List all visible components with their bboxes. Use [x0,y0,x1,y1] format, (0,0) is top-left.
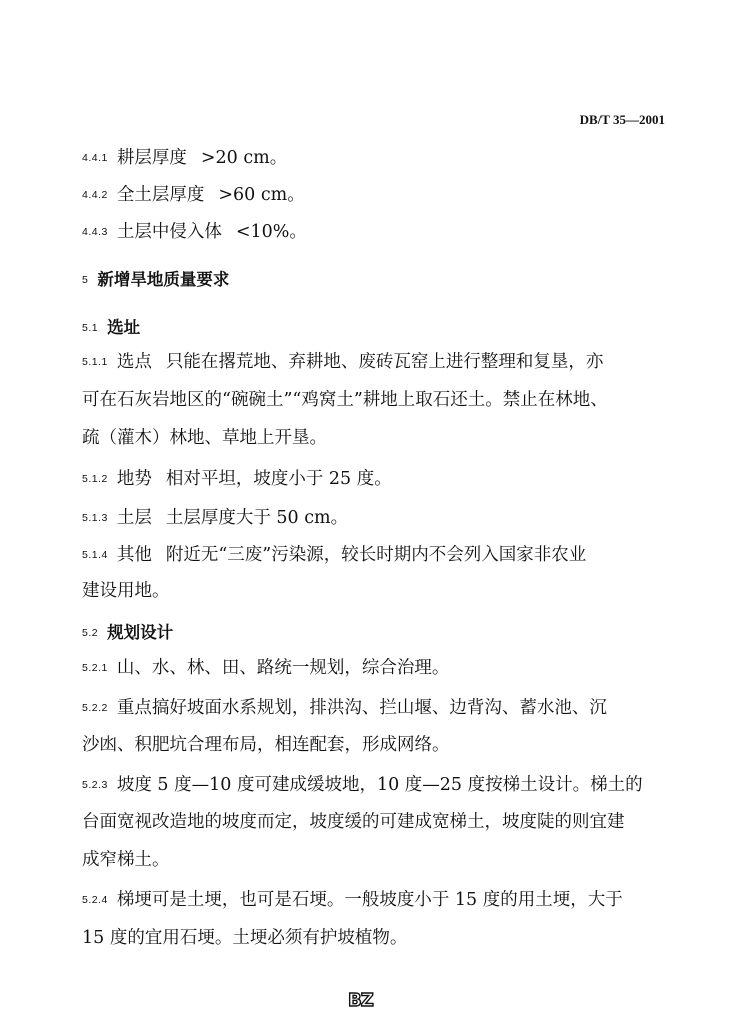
section-5-heading [82,268,229,292]
clause-5-1-3 [82,506,348,530]
clause-number: 5.1.4 [82,549,108,561]
clause-4-4-2 [82,183,305,207]
clause-5-2-2-line-2: 沙凼、积肥坑合理布局，相连配套，形成网络。 [82,735,450,755]
clause-title: 选点 [116,352,152,372]
clause-number: 5.2.1 [82,662,108,674]
document-code: DB/T 35—2001 [579,112,665,127]
clause-4-4-1 [82,146,287,170]
clause-text: 山、水、林、田、路统一规划，综合治理。 [116,658,450,678]
clause-5-1-1-line-1 [82,350,603,374]
section-number: 5.1 [82,322,99,334]
clause-number: 5.2.4 [82,894,108,906]
publisher-logo: BZ [348,990,373,1011]
clause-text: 重点搞好坡面水系规划，排洪沟、拦山堰、边背沟、蓄水池、沉 [116,698,607,718]
clause-title: 地势 [116,469,152,489]
section-number: 5 [82,274,89,286]
clause-4-4-3 [82,220,307,244]
clause-5-2-3-line-3: 成窄梯土。 [82,850,170,870]
section-5-1-heading [82,316,140,340]
clause-5-2-4-line-1 [82,888,623,912]
section-title: 新增旱地质量要求 [97,270,230,289]
clause-text: 土层厚度大于 50 cm。 [165,508,349,528]
clause-5-2-4-line-2: 15 度的宜用石埂。土埂必须有护坡植物。 [82,928,408,948]
clause-5-1-1-line-2: 可在石灰岩地区的“碗碗土”“鸡窝土”耕地上取石还土。禁止在林地、 [82,390,608,410]
section-title: 规划设计 [107,623,174,642]
clause-text: 相对平坦，坡度小于 25 度。 [165,469,392,489]
clause-number: 5.2.2 [82,702,108,714]
clause-number: 5.1.2 [82,473,108,485]
clause-5-2-3-line-1 [82,773,643,797]
clause-5-1-4-line-2: 建设用地。 [82,581,170,601]
clause-5-1-2 [82,467,392,491]
clause-5-2-2-line-1 [82,696,607,720]
clause-5-1-1-line-3: 疏（灌木）林地、草地上开垦。 [82,428,327,448]
clause-label: 土层中侵入体 [116,222,222,242]
clause-text: 梯埂可是土埂，也可是石埂。一般坡度小于 15 度的用土埂，大于 [116,890,623,910]
clause-label: 耕层厚度 [116,148,187,168]
clause-number: 4.4.2 [82,189,108,201]
clause-value: <10%。 [235,222,307,242]
clause-number: 5.2.3 [82,779,108,791]
clause-value: >20 cm。 [200,148,288,168]
section-title: 选址 [107,318,141,337]
clause-text: 附近无“三废”污染源，较长时期内不会列入国家非农业 [165,545,587,565]
clause-value: >60 cm。 [218,185,305,205]
section-5-2-heading [82,621,173,645]
clause-5-1-4-line-1 [82,543,586,567]
clause-text: 只能在撂荒地、弃耕地、废砖瓦窑上进行整理和复垦，亦 [165,352,604,372]
clause-title: 土层 [116,508,152,528]
clause-title: 其他 [116,545,152,565]
section-number: 5.2 [82,627,99,639]
clause-number: 4.4.1 [82,152,108,164]
clause-number: 4.4.3 [82,226,108,238]
clause-number: 5.1.1 [82,356,108,368]
clause-5-2-1 [82,656,449,680]
clause-text: 坡度 5 度—10 度可建成缓坡地，10 度—25 度按梯土设计。梯土的 [116,775,643,795]
clause-label: 全土层厚度 [116,185,205,205]
clause-5-2-3-line-2: 台面宽视改造地的坡度而定，坡度缓的可建成宽梯土，坡度陡的则宜建 [82,812,625,832]
clause-number: 5.1.3 [82,512,108,524]
